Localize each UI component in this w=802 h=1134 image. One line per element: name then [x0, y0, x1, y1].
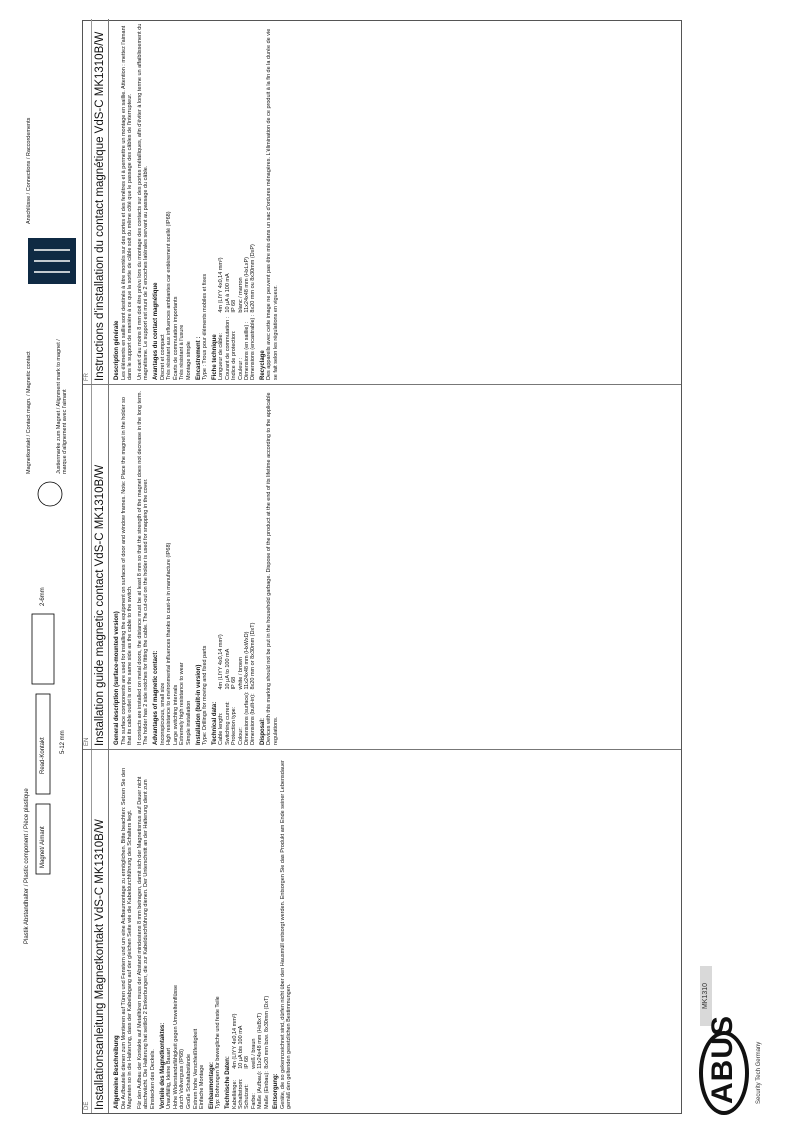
abus-logo [698, 1014, 750, 1116]
spec-key: Maße (Einbau): [263, 1071, 270, 1109]
list-item: Discret et compact [159, 334, 166, 380]
paragraph: Geräte, die so gekennzeichnet sind, dürfen nicht über den Hausmüll entsorgt werden. Entsorgen Sie das Produkt am Ende seiner Lebensdauer gemäß den geltenden gesetzlichen Bestimmungen. [279, 760, 293, 1109]
column-en [83, 384, 681, 749]
list-item: Montage simple [185, 341, 192, 380]
list-item: Extrem hohe Verschleißfestigkeit [192, 1028, 199, 1109]
heading: General description (surface-mounted version) [114, 611, 120, 745]
heading: Entsorgung: [272, 1073, 279, 1109]
lang-tag: FR [83, 19, 92, 384]
column-body [109, 385, 285, 749]
magnet-box-2 [32, 614, 54, 684]
paragraph: Die Aufbauteile dienen zum Montieren auf Türen und Fenstern und um eine Aufbaumontage zu ermöglichen. Bitte beachten: Setzen Sie den Magneten so in die Halterung, dass der Kabelabgang auf der gleichen Seite wie die Kabeldurchführung des Schalters liegt. [120, 767, 134, 1109]
heading: Allgemeine Beschreibung [114, 1035, 120, 1109]
paragraph: Un écart d'au moins 8 mm doit être prévu lors du montage des contacts sur des portes métalliques, afin d'éviter à long terme un affaiblissement du magnétisme. Le support est muni de 2 encoches latérales servant au passage du câble. [136, 23, 150, 380]
lang-tag: DE [83, 750, 92, 1113]
spec-key: Dimensions (built-in): [250, 693, 257, 745]
paragraph: The surface components are used for installing the equipment on surfaces of door and window frames. Note: Place the magnet in the holder so that its cable outlet is on the same side as the cable to the switch. [120, 397, 134, 745]
label-adjust: Justiermarke zum Magnet / Alignment mark to magnet / marque d'alignement avec l'aimant [56, 339, 68, 474]
spec-value: 10 µA à 100 mA [224, 273, 231, 313]
list-item: Inconspicuous, small size [159, 682, 166, 745]
column-title: Instructions d'installation du contact magnétique VdS-C MK1310B/W [92, 19, 109, 384]
paragraph: Typ: Bohrungen für bewegliche und feste Teile [215, 996, 222, 1109]
label-reed: Read-Kontakt [40, 737, 46, 774]
heading: Technical data: [211, 701, 218, 745]
list-item: Très résistant aux influences ambiantes car entièrement scellé (IP68) [166, 211, 173, 380]
spec-key: Dimensions (en saillie) : [243, 321, 250, 380]
list-item: Écarts de commutation importants [172, 296, 179, 380]
list-item: durch Vollverguss (IP68) [179, 1049, 186, 1109]
list-item: Très résistant à l'usure [179, 324, 186, 380]
paragraph: Des appareils avec cette image ne peuvent pas être mis dans un sac d'ordures ménagères. L'élimination de ce produit à la fin de la durée de vie se fait selon les régulations en vigueur. [266, 28, 279, 380]
label-connections: Anschlüsse / Connections / Raccordements [26, 117, 32, 224]
logo-tagline: Security Tech Germany [756, 1041, 762, 1104]
spec-value: 4m (LIYY 4x0,14 mm²) [231, 1013, 238, 1069]
spec-value: weiß / braun [250, 1038, 257, 1069]
spec-key: Colour: [237, 727, 244, 745]
spec-key: Couleur : [237, 357, 244, 380]
label-gap2: 5-12 mm [60, 730, 66, 754]
label-plastic: Plastik Abstandhalter / Plastic component / Pièce plastique [24, 788, 30, 944]
spec-key: Indice de protection: [231, 330, 238, 380]
spec-key: Schaltstrom: [237, 1078, 244, 1109]
spec-value: IP 68 [231, 299, 238, 313]
list-item: Hohe Widerstandsfähigkeit gegen Umwelteinflüsse [172, 984, 179, 1109]
spec-key: Dimensions (encastrable) : [250, 314, 257, 380]
contact-circle [38, 482, 62, 506]
spec-value: white / brown [237, 657, 244, 690]
column-fr [83, 19, 681, 384]
spec-key: Cable length: [218, 712, 225, 745]
spec-table [232, 994, 270, 1109]
heading: Technische Daten: [224, 1056, 231, 1109]
column-title: Installationsanleitung Magnetkontakt VdS-C MK1310B/W [92, 750, 109, 1113]
list-item: Simple installation [185, 700, 192, 745]
logo-text: ABUS [706, 1014, 739, 1104]
heading: Description générale [114, 320, 120, 380]
spec-key: Protection type: [231, 706, 238, 745]
spec-value: 11x24x48 mm (HxWxD) [243, 631, 250, 690]
paragraph: Type: Drillings for moving and fixed parts [202, 645, 209, 745]
heading: Recyclage [259, 350, 266, 380]
paragraph: Für den Aufbau der Kontakte auf Metalltüren muss der Abstand mindestens 8 mm betragen, damit sich der Magnetismus auf Dauer nicht abschwächt. Die Halterung hat seitlich 2 Einkerbungen, die zur Kabeldurchführung dienen. Der Unterschnitt an der Halterung dient zum Einstecken des Deckels. [136, 776, 156, 1109]
heading: Vorteile des Magnetkontaktes: [159, 1022, 166, 1109]
list-item: Einfache Montage [199, 1064, 206, 1109]
spec-value: 8x20 mm ou 8x30mm (DxP) [250, 244, 257, 313]
heading: Encastrement : [195, 336, 202, 380]
model-badge: MK1310 [700, 966, 712, 1026]
heading: Einbaumontage: [208, 1061, 215, 1109]
spec-value: 8x20 mm or 8x30mm (DxT) [250, 622, 257, 690]
list-item: Large switching intervals [172, 684, 179, 745]
spec-value: 8x20 mm bzw. 8x30mm (DxT) [263, 995, 270, 1069]
heading: Avantages du contact magnétique [152, 282, 159, 380]
spec-key: Kabellänge: [231, 1079, 238, 1109]
spec-table [218, 621, 256, 745]
column-body [109, 19, 285, 384]
spec-key: Schutzart: [244, 1084, 251, 1109]
spec-value: 10 µA bis 100 mA [237, 1025, 244, 1069]
lang-tag: EN [83, 385, 92, 749]
list-item: High resistance to environmental influences thanks to cast-in in manufacture (IP68) [166, 542, 173, 745]
heading: Fiche technique [211, 334, 218, 380]
list-item: Extremely high resistance to wear [179, 662, 186, 745]
column-de [83, 749, 681, 1113]
spec-key: Longueur de câble: [218, 332, 225, 380]
column-body [109, 750, 298, 1113]
paragraph: Devices with this marking should not be put in the household garbage. Dispose of the product at the end of its lifetime according to the applicable regulations. [266, 392, 279, 745]
spec-value: IP 68 [231, 676, 238, 690]
spec-key: Switching current: [224, 701, 231, 745]
label-contact: Magnetkontakt / Contact magn. / Magnetic contact [26, 351, 32, 474]
installation-diagram [20, 20, 80, 1114]
spec-key: Farbe: [250, 1093, 257, 1109]
instruction-frame [82, 20, 682, 1114]
spec-value: 11x24x48 mm (HxLxP) [243, 257, 250, 313]
heading: Advantages of magnetic contact: [152, 650, 159, 745]
spec-key: Dimensions (surface): [243, 691, 250, 745]
paragraph: Type : Trous pour éléments mobiles et fixes [202, 273, 209, 380]
spec-value: blanc / marron [237, 277, 244, 313]
spec-value: IP 68 [244, 1056, 251, 1069]
spec-key: Maße (Aufbau): [257, 1070, 264, 1109]
column-title: Installation guide magnetic contact VdS-C MK1310B/W [92, 385, 109, 749]
heading: Installation (built-in version) [195, 664, 202, 745]
spec-table [218, 242, 256, 380]
spec-value: 10 µA to 100 mA [224, 648, 231, 690]
paragraph: Les éléments en saillie sont destinés à être montés sur des portes et des fenêtres et à permettre un montage en saillie. Attention : mettez l'aimant dans le support de manière à ce que la sortie de câble soit du même côté que le passage des câbles de l'interrupteur. [120, 25, 134, 380]
spec-key: Courant de commutation : [224, 316, 231, 380]
spec-value: 11x24x48 mm (HxBxT) [257, 1012, 264, 1069]
label-gap1: 2-6mm [40, 587, 46, 606]
heading: Disposal: [259, 717, 266, 745]
spec-value: 4m (LIYY 4x0,14 mm²) [218, 634, 225, 690]
label-magnet: Magnet/ Aimant [40, 826, 46, 868]
spec-value: 4m (LIYY 4x0,14 mm²) [218, 257, 225, 313]
list-item: Große Schaltabstände [185, 1053, 192, 1109]
paragraph: If contacts are installed on metal doors, the distance must be at least 8 mm so that the strength of the magnet does not decrease in the long term. The holder has 2 side notches for fitting the cable. The cut-out on the holder is used for snapping in the cover. [136, 390, 150, 745]
list-item: Unauffällig, kleine Bauart [166, 1047, 173, 1109]
